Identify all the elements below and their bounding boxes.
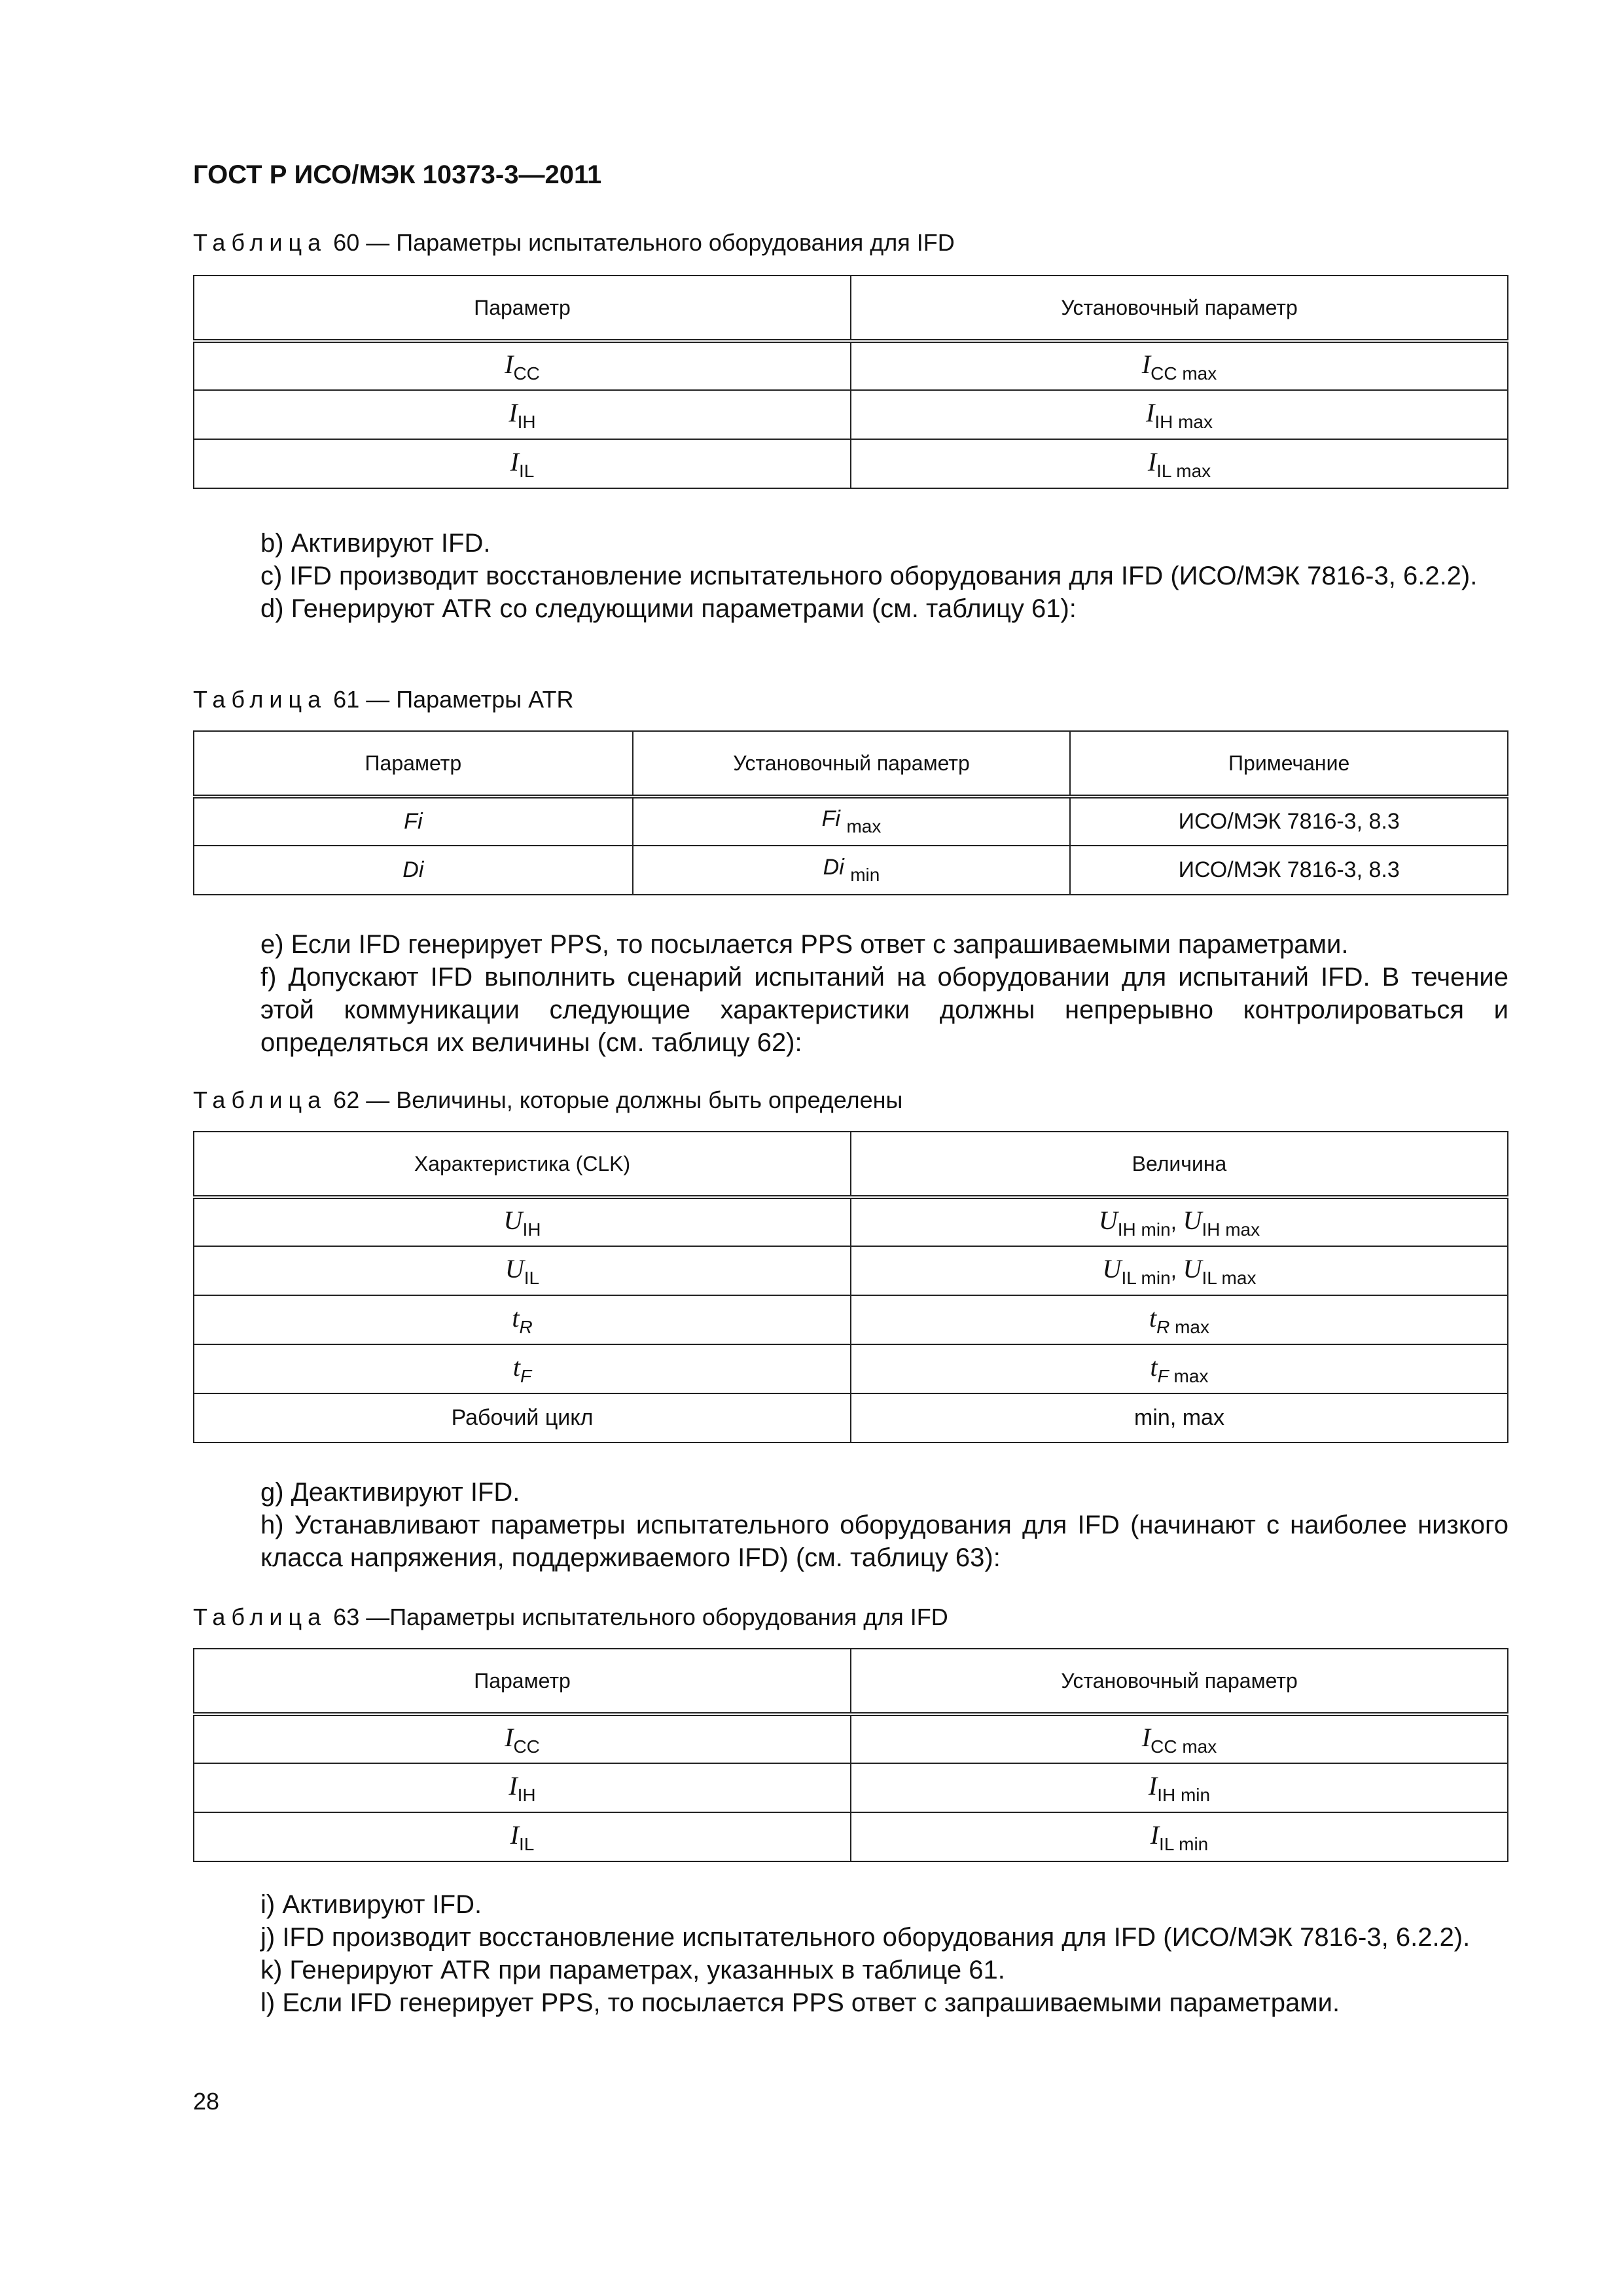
table-row xyxy=(194,439,1508,488)
table-cell: $I_{CC max}$ xyxy=(851,341,1508,390)
column-header: Установочный параметр xyxy=(851,1649,1508,1714)
step-l: l) Если IFD генерирует PPS, то посылается PPS ответ с запрашиваемыми параметрами. xyxy=(260,1988,1340,2017)
caption-text: 61 — Параметры ATR xyxy=(333,686,574,713)
column-header: Характеристика (CLK) xyxy=(194,1132,851,1197)
procedure-steps-i-l xyxy=(193,1888,1508,2019)
step-b: b) Активируют IFD. xyxy=(260,529,491,558)
table-60-caption xyxy=(193,229,955,257)
step-d: d) Генерируют ATR со следующими параметрами (см. таблицу 61): xyxy=(260,594,1077,623)
table-cell: $I_{IL}$ xyxy=(194,1812,851,1861)
table-row xyxy=(194,390,1508,439)
step-k: k) Генерируют ATR при параметрах, указанных в таблице 61. xyxy=(260,1956,1005,1984)
table-header-row xyxy=(194,731,1508,797)
table-62 xyxy=(193,1131,1508,1443)
table-cell: $t_F$ $_{max}$ xyxy=(851,1344,1508,1393)
table-row xyxy=(194,1246,1508,1295)
table-60 xyxy=(193,275,1508,489)
table-header-row xyxy=(194,1132,1508,1197)
table-63-caption xyxy=(193,1604,948,1631)
table-61-caption xyxy=(193,686,573,713)
table-cell: min, max xyxy=(851,1393,1508,1443)
table-row xyxy=(194,1714,1508,1763)
procedure-steps-b-d xyxy=(193,527,1508,625)
caption-word: Таблица xyxy=(193,1604,327,1630)
column-header: Установочный параметр xyxy=(633,731,1071,797)
table-62-caption xyxy=(193,1086,902,1114)
table-row xyxy=(194,341,1508,390)
procedure-steps-g-h xyxy=(193,1476,1508,1574)
table-cell: Fi xyxy=(194,797,633,846)
table-cell: Fi $_{max}$ xyxy=(633,797,1071,846)
caption-text: 60 — Параметры испытательного оборудования для IFD xyxy=(333,229,955,256)
step-g: g) Деактивируют IFD. xyxy=(260,1478,520,1507)
table-63 xyxy=(193,1648,1508,1862)
document-header: ГОСТ Р ИСО/МЭК 10373-3—2011 xyxy=(193,160,602,189)
table-cell: $I_{IH}$ xyxy=(194,1763,851,1812)
column-header: Параметр xyxy=(194,276,851,341)
table-cell: $U_{IH}$ xyxy=(194,1197,851,1246)
table-row xyxy=(194,1295,1508,1344)
table-cell: $I_{CC max}$ xyxy=(851,1714,1508,1763)
column-header: Параметр xyxy=(194,731,633,797)
page-number: 28 xyxy=(193,2088,220,2115)
table-cell: $I_{IL}$ xyxy=(194,439,851,488)
table-cell: $U_{IH min}$, $U_{IH max}$ xyxy=(851,1197,1508,1246)
table-row xyxy=(194,1812,1508,1861)
table-cell: $U_{IL}$ xyxy=(194,1246,851,1295)
table-row xyxy=(194,1763,1508,1812)
table-cell: $I_{IH min}$ xyxy=(851,1763,1508,1812)
caption-word: Таблица xyxy=(193,686,327,713)
table-cell: $t_F$ xyxy=(194,1344,851,1393)
procedure-steps-e-f xyxy=(193,928,1508,1059)
table-row xyxy=(194,846,1508,895)
table-cell: $I_{IH}$ xyxy=(194,390,851,439)
step-i: i) Активируют IFD. xyxy=(260,1890,482,1919)
table-row xyxy=(194,1344,1508,1393)
table-row xyxy=(194,1197,1508,1246)
table-cell: $U_{IL min}$, $U_{IL max}$ xyxy=(851,1246,1508,1295)
table-cell: $t_R$ $_{max}$ xyxy=(851,1295,1508,1344)
table-cell: $I_{CC}$ xyxy=(194,1714,851,1763)
table-cell: Di $_{min}$ xyxy=(633,846,1071,895)
column-header: Установочный параметр xyxy=(851,276,1508,341)
caption-text: 62 — Величины, которые должны быть определены xyxy=(333,1086,903,1113)
table-61 xyxy=(193,730,1508,895)
table-cell: $I_{IL max}$ xyxy=(851,439,1508,488)
step-h: h) Устанавливают параметры испытательного оборудования для IFD (начинают с наиболее низкого класса напряжения, поддерживаемого IFD) (см. таблицу 63): xyxy=(260,1511,1508,1572)
step-f: f) Допускают IFD выполнить сценарий испытаний на оборудовании для испытаний IFD. В течение этой коммуникации следующие характеристики должны непрерывно контролироваться и определяться их величины (см. таблицу 62): xyxy=(260,963,1508,1057)
step-e: e) Если IFD генерирует PPS, то посылается PPS ответ с запрашиваемыми параметрами. xyxy=(260,930,1349,959)
column-header: Параметр xyxy=(194,1649,851,1714)
table-cell: $I_{IH max}$ xyxy=(851,390,1508,439)
table-header-row xyxy=(194,276,1508,341)
table-cell: ИСО/МЭК 7816-3, 8.3 xyxy=(1070,797,1508,846)
table-cell: Di xyxy=(194,846,633,895)
table-cell: ИСО/МЭК 7816-3, 8.3 xyxy=(1070,846,1508,895)
step-c: c) IFD производит восстановление испытательного оборудования для IFD (ИСО/МЭК 7816-3, 6.2.2). xyxy=(260,562,1478,590)
step-j: j) IFD производит восстановление испытательного оборудования для IFD (ИСО/МЭК 7816-3, 6.2.2). xyxy=(260,1923,1471,1952)
table-cell: $I_{IL min}$ xyxy=(851,1812,1508,1861)
table-cell: $I_{CC}$ xyxy=(194,341,851,390)
caption-word: Таблица xyxy=(193,229,327,256)
caption-text: 63 —Параметры испытательного оборудования для IFD xyxy=(333,1604,948,1630)
table-row xyxy=(194,797,1508,846)
column-header: Примечание xyxy=(1070,731,1508,797)
caption-word: Таблица xyxy=(193,1086,327,1113)
table-cell: $t_R$ xyxy=(194,1295,851,1344)
table-row xyxy=(194,1393,1508,1443)
column-header: Величина xyxy=(851,1132,1508,1197)
table-header-row xyxy=(194,1649,1508,1714)
table-cell: Рабочий цикл xyxy=(194,1393,851,1443)
